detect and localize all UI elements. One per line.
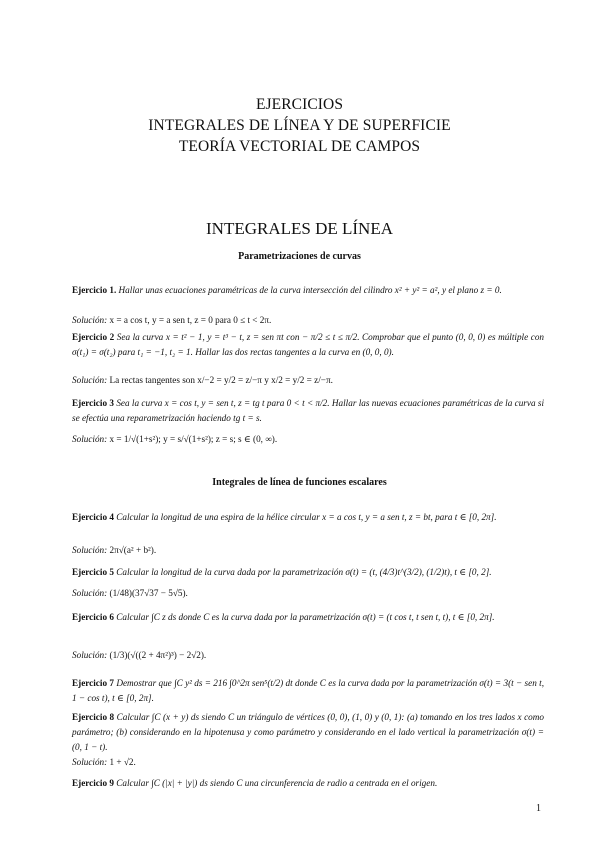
solution-text: x = 1/√(1+s²); y = s/√(1+s²); z = s; s ∈ (0, ∞). (109, 434, 278, 444)
solution-1 (72, 313, 544, 328)
exercise-number: 4 (109, 512, 114, 522)
solution-label: Solución: (72, 545, 108, 555)
exercise-label: Ejercicio (72, 712, 108, 722)
solution-text: 1 + √2. (109, 757, 136, 767)
solution-label: Solución: (72, 375, 108, 385)
exercise-text: Calcular ∫C (x + y) ds siendo C un triángulo de vértices (0, 0), (1, 0) y (0, 1): (a) tomando en los tres lados x como parámetro; (b) considerando en la hipotenusa y como parámetro y considerando en el lado vertical la parametrización σ(t) = (0, 1 − t). (72, 712, 544, 752)
header-line-2: INTEGRALES DE LÍNEA Y DE SUPERFICIE (148, 117, 451, 134)
solution-text: (1/3)(√((2 + 4π²)³) − 2√2). (109, 650, 207, 660)
solution-label: Solución: (72, 434, 108, 444)
exercise-text: Sea la curva x = cos t, y = sen t, z = tg t para 0 < t < π/2. Hallar las nuevas ecuaciones paramétricas de la curva si se efectúa una reparametrización haciendo tg t = s. (72, 398, 545, 423)
solution-5 (72, 586, 544, 601)
exercise-number: 8 (109, 712, 115, 722)
exercise-label: Ejercicio (72, 678, 108, 688)
exercise-label: Ejercicio (72, 778, 108, 788)
exercise-text: Calcular la longitud de la curva dada por la parametrización σ(t) = (t, (4/3)t^(3/2), (1/2)t), t ∈ [0, 2]. (116, 567, 492, 577)
solution-6 (72, 648, 544, 663)
exercise-number: 3 (109, 398, 114, 408)
exercise-8 (72, 710, 544, 755)
exercise-6 (72, 610, 544, 625)
solution-label: Solución: (72, 315, 108, 325)
solution-8 (72, 755, 544, 770)
exercise-label: Ejercicio (72, 512, 108, 522)
exercise-3 (72, 396, 544, 426)
solution-4 (72, 543, 544, 558)
exercise-label: Ejercicio (72, 612, 108, 622)
section-title: INTEGRALES DE LÍNEA (206, 219, 393, 238)
solution-text: x = a cos t, y = a sen t, z = 0 para 0 ≤ t < 2π. (109, 315, 272, 325)
exercise-number: 6 (109, 612, 114, 622)
exercise-number: 5 (109, 567, 114, 577)
exercise-label: Ejercicio (72, 332, 108, 342)
exercise-text: Hallar unas ecuaciones paramétricas de la curva intersección del cilindro x² + y² = a², y el plano z = 0. (118, 285, 502, 295)
exercise-text: Calcular ∫C z ds donde C es la curva dada por la parametrización σ(t) = (t cos t, t sen t, t), t ∈ [0, 2π]. (116, 612, 495, 622)
page-number: 1 (536, 803, 541, 814)
exercise-text: Calcular ∫C (|x| + |y|) ds siendo C una circunferencia de radio a centrada en el origen. (116, 778, 438, 788)
exercise-number: 9 (109, 778, 114, 788)
exercise-label: Ejercicio (72, 567, 108, 577)
subsection-title: Parametrizaciones de curvas (238, 251, 361, 262)
exercise-label: Ejercicio (72, 398, 108, 408)
exercise-2 (72, 330, 544, 360)
header-line-3: TEORÍA VECTORIAL DE CAMPOS (178, 138, 421, 155)
exercise-4 (72, 510, 544, 525)
solution-2 (72, 373, 544, 388)
exercise-label: Ejercicio (72, 285, 108, 295)
subsection-title-2: Integrales de línea de funciones escalares (212, 477, 387, 488)
exercise-text: Calcular la longitud de una espira de la hélice circular x = a cos t, y = a sen t, z = bt, para t ∈ [0, 2π]. (116, 512, 497, 522)
solution-label: Solución: (72, 650, 108, 660)
exercise-7 (72, 676, 544, 706)
exercise-number: 2 (109, 332, 115, 342)
exercise-text: Demostrar que ∫C y² ds = 216 ∫0^2π sen⁵(t/2) dt donde C es la curva dada por la parametrización σ(t) = 3(t − sen t, 1 − cos t), t ∈ [0, 2π]. (72, 678, 544, 703)
exercise-text: Sea la curva x = t² − 1, y = t³ − t, z = sen πt con − π/2 ≤ t ≤ π/2. Comprobar que el punto (0, 0, 0) es múltiple con σ(t₁) = σ(t₂) para t₁ = −1, t₂ = 1. Hallar las dos rectas tangentes a la curva en (0, 0, 0). (72, 332, 545, 357)
exercise-1 (72, 283, 544, 298)
exercise-number: 1. (109, 285, 117, 295)
solution-3 (72, 432, 544, 447)
solution-label: Solución: (72, 757, 108, 767)
exercise-number: 7 (109, 678, 114, 688)
exercise-9 (72, 776, 544, 791)
solution-label: Solución: (72, 588, 108, 598)
solution-text: La rectas tangentes son x/−2 = y/2 = z/−π y x/2 = y/2 = z/−π. (109, 375, 333, 385)
header-line-1: EJERCICIOS (255, 96, 344, 113)
solution-text: 2π√(a² + b²). (109, 545, 157, 555)
solution-text: (1/48)(37√37 − 5√5). (109, 588, 188, 598)
exercise-5 (72, 565, 544, 580)
